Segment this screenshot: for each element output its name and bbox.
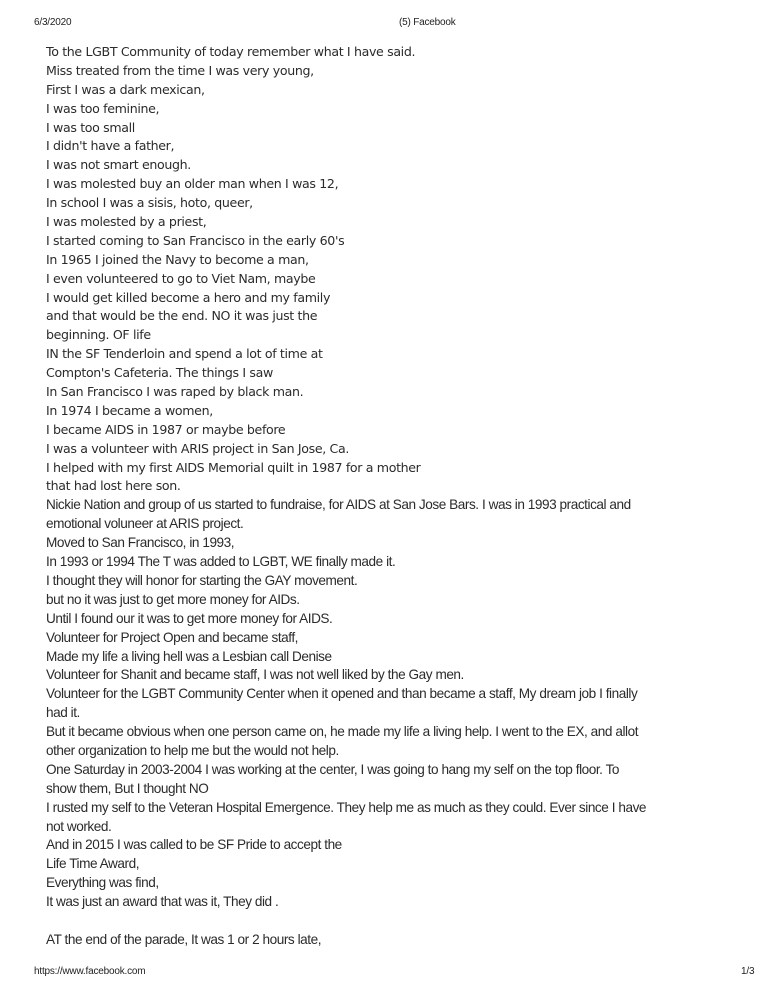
post-line: One Saturday in 2003-2004 I was working at the center, I was going to hang my self on the top floor. To xyxy=(46,761,620,777)
post-line: Volunteer for the LGBT Community Center when it opened and than became a staff, My dream job I finally xyxy=(46,686,638,702)
post-line: But it became obvious when one person came on, he made my life a living help. I went to the EX, and allot xyxy=(46,724,639,740)
post-body xyxy=(46,43,726,950)
post-line: Miss treated from the time I was very young, xyxy=(46,62,314,78)
post-line: IN the SF Tenderloin and spend a lot of time at xyxy=(46,346,323,362)
post-line: Everything was find, xyxy=(46,875,159,891)
post-line: Made my life a living hell was a Lesbian call Denise xyxy=(46,648,332,664)
post-line: I started coming to San Francisco in the early 60's xyxy=(46,232,345,248)
post-line: I was molested buy an older man when I was 12, xyxy=(46,176,339,192)
post-line: that had lost here son. xyxy=(46,478,181,494)
post-line: Compton's Cafeteria. The things I saw xyxy=(46,365,273,381)
post-line: I was too feminine, xyxy=(46,100,160,116)
post-line: not worked. xyxy=(46,818,112,834)
post-line: In San Francisco I was raped by black man. xyxy=(46,384,304,400)
post-line: Volunteer for Project Open and became staff, xyxy=(46,629,298,645)
print-page-title: (5) Facebook xyxy=(399,17,456,28)
post-line: Nickie Nation and group of us started to fundraise, for AIDS at San Jose Bars. I was in 1993 practical and xyxy=(46,497,631,513)
print-date: 6/3/2020 xyxy=(34,17,72,28)
post-line: I became AIDS in 1987 or maybe before xyxy=(46,421,286,437)
post-line: I thought they will honor for starting the GAY movement. xyxy=(46,572,358,588)
post-line: show them, But I thought NO xyxy=(46,780,209,796)
post-line: beginning. OF life xyxy=(46,327,151,343)
post-line: In 1965 I joined the Navy to become a man, xyxy=(46,251,309,267)
post-line: In 1993 or 1994 The T was added to LGBT, WE finally made it. xyxy=(46,554,396,570)
post-line: but no it was just to get more money for AIDs. xyxy=(46,591,300,607)
post-line: Moved to San Francisco, in 1993, xyxy=(46,535,235,551)
post-line: I rusted my self to the Veteran Hospital Emergence. They help me as much as they could. Ever since I have xyxy=(46,799,647,815)
post-line: First I was a dark mexican, xyxy=(46,81,205,97)
post-line: In 1974 I became a women, xyxy=(46,402,213,418)
post-line: I helped with my first AIDS Memorial quilt in 1987 for a mother xyxy=(46,459,421,475)
print-url: https://www.facebook.com xyxy=(34,966,146,977)
post-line: I didn't have a father, xyxy=(46,138,175,154)
print-page-number: 1/3 xyxy=(741,966,755,977)
post-line: emotional voluneer at ARIS project. xyxy=(46,516,244,532)
post-line: It was just an award that was it, They did . xyxy=(46,894,279,910)
post-line: AT the end of the parade, It was 1 or 2 hours late, xyxy=(46,931,322,947)
post-line: other organization to help me but the would not help. xyxy=(46,742,339,758)
post-line: I was too small xyxy=(46,119,135,135)
post-line: I was not smart enough. xyxy=(46,157,191,173)
post-line: In school I was a sisis, hoto, queer, xyxy=(46,195,253,211)
blank-line xyxy=(46,912,726,931)
post-line: And in 2015 I was called to be SF Pride to accept the xyxy=(46,837,342,853)
post-line: Life Time Award, xyxy=(46,856,140,872)
post-line: Volunteer for Shanit and became staff, I was not well liked by the Gay men. xyxy=(46,667,464,683)
post-line: To the LGBT Community of today remember what I have said. xyxy=(46,44,416,59)
post-line: and that would be the end. NO it was just the xyxy=(46,308,318,324)
post-line: I would get killed become a hero and my family xyxy=(46,289,331,305)
post-line: I was molested by a priest, xyxy=(46,214,207,230)
post-line: I even volunteered to go to Viet Nam, maybe xyxy=(46,270,316,286)
post-line: had it. xyxy=(46,705,80,721)
post-line: I was a volunteer with ARIS project in San Jose, Ca. xyxy=(46,440,349,456)
post-line: Until I found our it was to get more money for AIDS. xyxy=(46,610,333,626)
